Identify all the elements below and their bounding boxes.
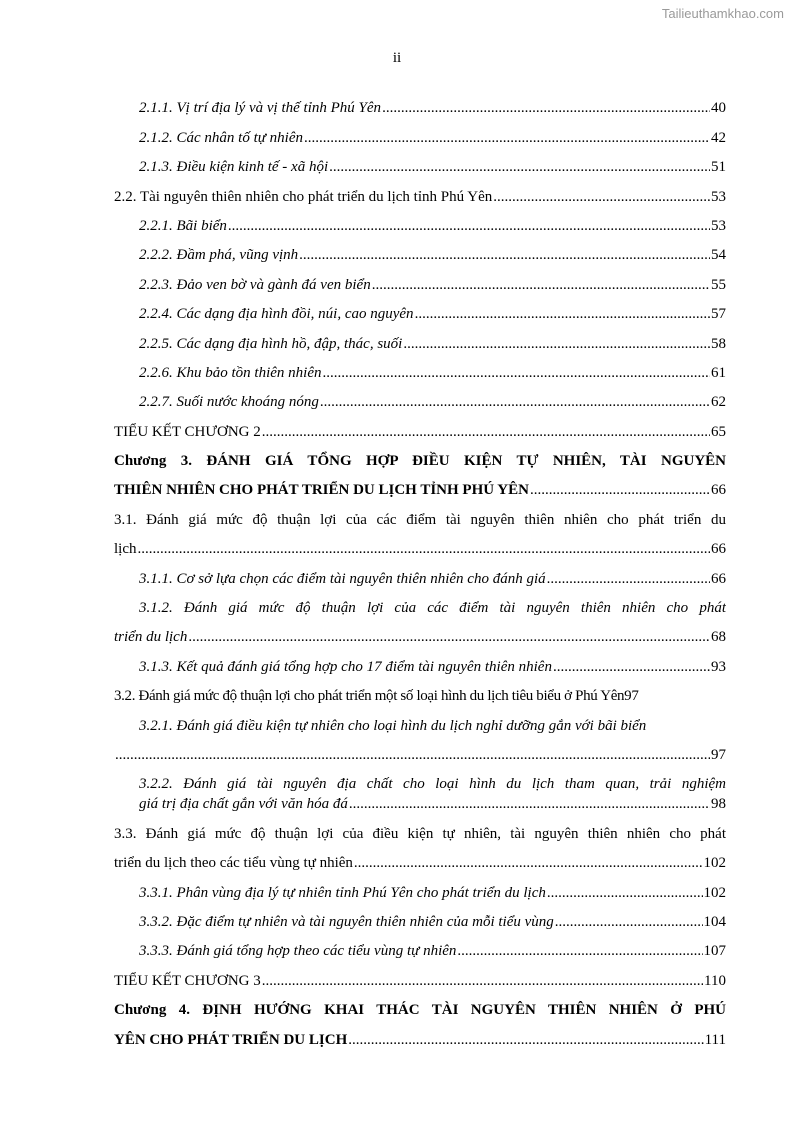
- toc-entry-chapter[interactable]: [114, 1020, 726, 1049]
- toc-entry-page: 51: [711, 159, 726, 176]
- toc-leader-dots: [403, 334, 710, 354]
- toc-entry-title: 3.1. Đánh giá mức độ thuận lợi của các điểm tài nguyên thiên nhiên cho phát triển du: [114, 511, 726, 528]
- toc-entry-title: TIỂU KẾT CHƯƠNG 2: [114, 423, 261, 440]
- toc-entry-page: 53: [711, 188, 726, 205]
- toc-entry-title: 2.1.2. Các nhân tố tự nhiên: [139, 129, 304, 146]
- toc-entry[interactable]: [114, 530, 726, 559]
- toc-entry-title: 3.1.2. Đánh giá mức độ thuận lợi của các điểm tài nguyên thiên nhiên cho phát: [139, 600, 726, 617]
- toc-entry[interactable]: [114, 932, 726, 961]
- toc-entry[interactable]: [114, 736, 726, 765]
- toc-entry[interactable]: [114, 677, 726, 706]
- toc-entry[interactable]: [114, 265, 726, 294]
- toc-leader-dots: [415, 304, 710, 324]
- toc-leader-dots: [372, 275, 710, 295]
- toc-leader-dots: [228, 216, 710, 236]
- toc-entry[interactable]: [114, 148, 726, 177]
- toc-entry[interactable]: [114, 295, 726, 324]
- toc-entry-title: 3.2.1. Đánh giá điều kiện tự nhiên cho loại hình du lịch nghỉ dưỡng gắn với bãi biển: [139, 717, 647, 734]
- toc-entry-title: 2.2.1. Bãi biển: [139, 217, 227, 234]
- toc-entry[interactable]: [114, 647, 726, 676]
- toc-entry[interactable]: [114, 89, 726, 118]
- toc-entry-page: 42: [711, 129, 726, 146]
- toc-leader-dots: [262, 971, 703, 991]
- toc-entry-page: 66: [711, 482, 726, 499]
- table-of-contents: [114, 89, 726, 1050]
- toc-leader-dots: [382, 98, 710, 118]
- toc-entry-page: 55: [711, 276, 726, 293]
- toc-entry-page: 54: [711, 247, 726, 264]
- toc-entry[interactable]: [114, 814, 726, 843]
- toc-entry-title: 2.2.7. Suối nước khoáng nóng: [139, 394, 319, 411]
- toc-entry-page: 97: [711, 746, 726, 763]
- toc-entry[interactable]: [114, 236, 726, 265]
- toc-entry-page: 62: [711, 394, 726, 411]
- toc-entry[interactable]: [114, 589, 726, 618]
- toc-entry[interactable]: [114, 706, 726, 735]
- toc-entry-title: Chương 3. ĐÁNH GIÁ TỔNG HỢP ĐIỀU KIỆN TỰ NHIÊN, TÀI NGUYÊN: [114, 453, 726, 470]
- toc-entry-page: 66: [711, 541, 726, 558]
- toc-leader-dots: [547, 569, 710, 589]
- toc-entry-page: 111: [704, 1031, 726, 1048]
- toc-leader-dots: [547, 883, 703, 903]
- toc-entry-title: 3.3.2. Đặc điểm tự nhiên và tài nguyên thiên nhiên của mỗi tiểu vùng: [139, 913, 554, 930]
- toc-entry-chapter[interactable]: [114, 471, 726, 500]
- toc-entry-title: 2.1.3. Điều kiện kinh tế - xã hội: [139, 159, 329, 176]
- toc-entry-page: 68: [711, 629, 726, 646]
- toc-entry-title: 3.1.3. Kết quả đánh giá tổng hợp cho 17 điểm tài nguyên thiên nhiên: [139, 658, 552, 675]
- toc-entry[interactable]: [114, 324, 726, 353]
- toc-entry-title: 2.2. Tài nguyên thiên nhiên cho phát triển du lịch tỉnh Phú Yên: [114, 188, 493, 205]
- toc-entry-page: 102: [703, 884, 726, 901]
- toc-entry[interactable]: [114, 844, 726, 873]
- toc-leader-dots: [304, 128, 710, 148]
- toc-entry-page: 93: [711, 658, 726, 675]
- toc-entry-page: 66: [711, 570, 726, 587]
- toc-entry-chapter[interactable]: [114, 991, 726, 1020]
- toc-entry-title: TIỂU KẾT CHƯƠNG 3: [114, 972, 261, 989]
- toc-entry-title: 2.1.1. Vị trí địa lý và vị thế tỉnh Phú Yên: [139, 100, 382, 117]
- toc-entry[interactable]: [114, 207, 726, 236]
- toc-leader-dots: [349, 794, 710, 814]
- toc-entry-page: 58: [711, 335, 726, 352]
- toc-leader-dots: [457, 941, 702, 961]
- toc-entry-title: triển du lịch theo các tiểu vùng tự nhiên: [114, 855, 353, 872]
- toc-entry-title: giá trị địa chất gắn với văn hóa đá: [139, 796, 348, 813]
- toc-entry-title: THIÊN NHIÊN CHO PHÁT TRIỂN DU LỊCH TỈNH PHÚ YÊN: [114, 482, 529, 499]
- toc-entry-page: 53: [711, 217, 726, 234]
- toc-entry[interactable]: [114, 500, 726, 529]
- toc-entry-title: Chương 4. ĐỊNH HƯỚNG KHAI THÁC TÀI NGUYÊN THIÊN NHIÊN Ở PHÚ: [114, 1002, 726, 1019]
- watermark: Tailieuthamkhao.com: [661, 6, 784, 21]
- toc-entry-page: 57: [711, 306, 726, 323]
- toc-leader-dots: [262, 422, 710, 442]
- toc-entry-title: YÊN CHO PHÁT TRIỂN DU LỊCH: [114, 1031, 348, 1048]
- toc-leader-dots: [555, 912, 703, 932]
- toc-entry-page: 98: [711, 796, 726, 813]
- toc-leader-dots: [354, 853, 703, 873]
- toc-entry-title: triển du lịch: [114, 629, 188, 646]
- toc-leader-dots: [329, 157, 710, 177]
- toc-entry-title: 2.2.2. Đầm phá, vũng vịnh: [139, 247, 299, 264]
- page-number: ii: [392, 50, 402, 66]
- toc-entry-page: 61: [711, 364, 726, 381]
- toc-entry-title: 3.3.1. Phân vùng địa lý tự nhiên tỉnh Phú Yên cho phát triển du lịch: [139, 884, 546, 901]
- toc-entry-page: 104: [703, 913, 726, 930]
- toc-leader-dots: [138, 539, 711, 559]
- toc-leader-dots: [320, 392, 710, 412]
- toc-leader-dots: [188, 627, 710, 647]
- toc-entry[interactable]: [114, 961, 726, 990]
- toc-entry-title: 3.2.2. Đánh giá tài nguyên địa chất cho loại hình du lịch tham quan, trải nghiệm: [139, 776, 726, 793]
- toc-entry-title: 2.2.5. Các dạng địa hình hồ, đập, thác, suối: [139, 335, 403, 352]
- toc-entry-title: 3.2. Đánh giá mức độ thuận lợi cho phát triển một số loại hình du lịch tiêu biểu ở Phú Yên97: [114, 688, 639, 705]
- toc-entry-page: 40: [711, 100, 726, 117]
- toc-entry[interactable]: [114, 354, 726, 383]
- toc-entry-title: 3.3. Đánh giá mức độ thuận lợi của điều kiện tự nhiên, tài nguyên thiên nhiên cho phát: [114, 825, 726, 842]
- toc-entry-title: 2.2.3. Đảo ven bờ và gành đá ven biển: [139, 276, 371, 293]
- toc-entry[interactable]: [114, 412, 726, 441]
- toc-entry-chapter[interactable]: [114, 442, 726, 471]
- toc-entry[interactable]: [114, 618, 726, 647]
- toc-entry[interactable]: [114, 794, 726, 814]
- toc-entry[interactable]: [114, 383, 726, 412]
- toc-leader-dots: [299, 245, 710, 265]
- toc-entry-title: lịch: [114, 541, 137, 558]
- toc-entry-title: 2.2.4. Các dạng địa hình đồi, núi, cao nguyên: [139, 306, 414, 323]
- toc-entry-title: 2.2.6. Khu bảo tồn thiên nhiên: [139, 364, 322, 381]
- toc-entry-page: 107: [703, 943, 726, 960]
- toc-entry[interactable]: [114, 903, 726, 932]
- toc-entry[interactable]: [114, 118, 726, 147]
- toc-entry[interactable]: [114, 177, 726, 206]
- toc-entry-title: 3.1.1. Cơ sở lựa chọn các điểm tài nguyên thiên nhiên cho đánh giá: [139, 570, 546, 587]
- toc-entry-page: 110: [704, 972, 726, 989]
- toc-leader-dots: [323, 363, 711, 383]
- toc-entry-page: 102: [703, 855, 726, 872]
- toc-leader-dots: [553, 657, 710, 677]
- toc-entry[interactable]: [114, 559, 726, 588]
- toc-entry-page: 65: [711, 423, 726, 440]
- toc-leader-dots: [115, 745, 710, 765]
- toc-leader-dots: [348, 1030, 703, 1050]
- toc-leader-dots: [493, 187, 710, 207]
- toc-entry[interactable]: [114, 765, 726, 794]
- toc-leader-dots: [530, 480, 710, 500]
- toc-entry[interactable]: [114, 873, 726, 902]
- toc-entry-title: 3.3.3. Đánh giá tổng hợp theo các tiểu vùng tự nhiên: [139, 943, 457, 960]
